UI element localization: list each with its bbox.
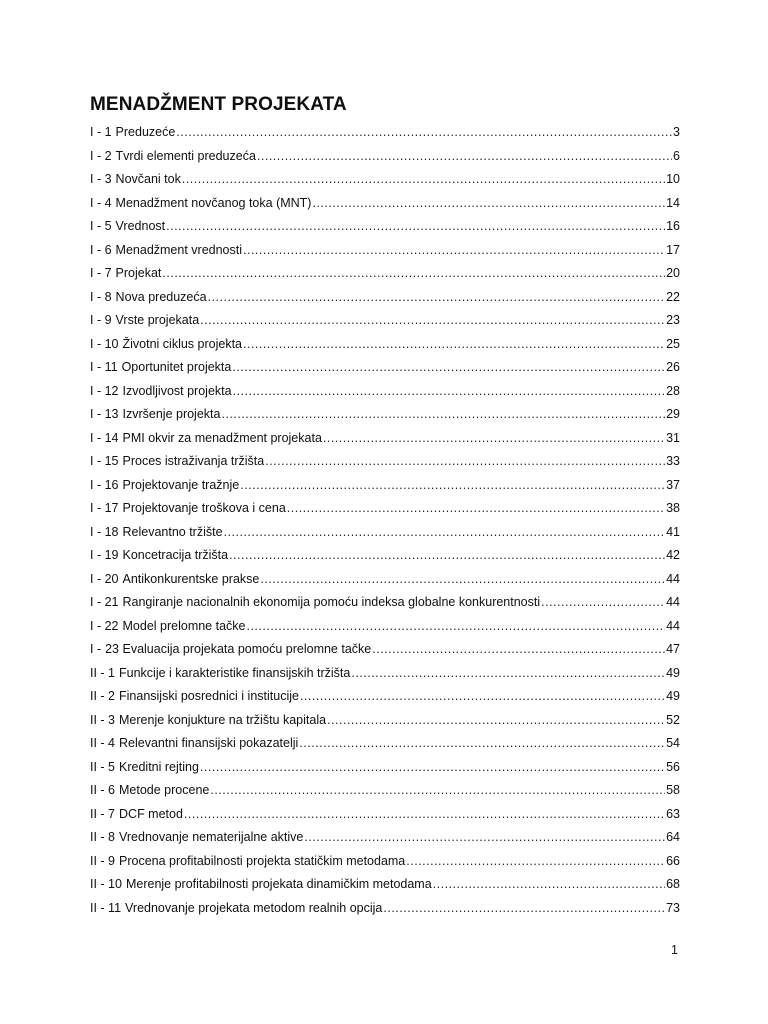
toc-entry-page: 26 [666,360,680,374]
toc-entry-title: Proces istraživanja tržišta [122,454,265,468]
toc-entry-page: 31 [666,430,680,445]
toc-entry-number: II - 6 [90,783,116,797]
toc-entry[interactable] [90,640,680,664]
toc-entry-title: Nova preduzeća [115,289,207,304]
dot-leader [323,429,665,447]
toc-entry[interactable] [90,429,680,453]
toc-entry[interactable] [90,852,680,876]
toc-entry-page: 42 [666,548,680,562]
toc-entry[interactable] [90,546,680,570]
toc-entry-number: II - 5 [90,759,116,774]
toc-entry[interactable] [90,734,680,758]
dot-leader [287,499,665,517]
dot-leader [383,899,665,917]
toc-entry[interactable] [90,499,680,523]
dot-leader [372,640,665,658]
page-title: MENADŽMENT PROJEKATA [90,94,347,115]
toc-entry[interactable] [90,147,680,171]
toc-entry-page: 68 [666,877,680,891]
toc-entry-number: I - 22 [90,618,119,633]
toc-entry[interactable] [90,311,680,335]
toc-entry-page: 66 [666,853,680,868]
toc-entry-title: Funkcije i karakteristike finansijskih tržišta [119,665,351,680]
toc-entry[interactable] [90,899,680,923]
toc-entry-title: Tvrdi elementi preduzeća [115,148,256,163]
toc-entry-page: 54 [666,736,680,750]
toc-entry-page: 33 [666,454,680,468]
toc-entry-page: 28 [666,383,680,398]
toc-entry-number: II - 9 [90,853,116,868]
dot-leader [351,664,665,682]
toc-entry-number: I - 1 [90,125,112,139]
toc-entry-page: 56 [666,759,680,774]
toc-entry-page: 49 [666,689,680,703]
dot-leader [200,311,665,329]
toc-entry-number: I - 5 [90,219,112,233]
dot-leader [221,405,665,423]
toc-entry[interactable] [90,241,680,265]
toc-entry-number: I - 8 [90,289,112,304]
toc-entry-page: 58 [666,783,680,797]
toc-entry[interactable] [90,711,680,735]
dot-leader [265,452,665,470]
dot-leader [257,147,672,165]
toc-entry-page: 3 [673,125,680,139]
toc-entry-number: I - 15 [90,454,119,468]
toc-entry-title: 23 Evaluacija projekata pomoću prelomne tačke [105,642,372,656]
toc-entry-title: DCF metod [119,806,183,821]
toc-entry-page: 44 [666,571,680,586]
toc-entry-page: 73 [666,900,680,915]
dot-leader [224,523,666,541]
toc-entry-number: I - 9 [90,313,112,327]
toc-entry-number: I - 18 [90,524,119,539]
toc-entry[interactable] [90,405,680,429]
toc-entry-page: 20 [666,266,680,280]
toc-entry[interactable] [90,170,680,194]
dot-leader [260,570,665,588]
toc-entry-number: II - 11 [90,900,122,915]
dot-leader [166,217,665,235]
toc-entry-number: I - 21 [90,595,119,609]
toc-entry-number: II - 3 [90,712,116,727]
dot-leader [210,781,665,799]
toc-entry-title: Novčani tok [115,172,181,186]
dot-leader [299,734,665,752]
dot-leader [312,194,665,212]
toc-entry-title: Vrednovanje nematerijalne aktive [119,830,304,844]
toc-entry-page: 47 [666,642,680,656]
toc-entry-number: I - 12 [90,383,119,398]
toc-entry-title: Relevantni finansijski pokazatelji [119,736,299,750]
toc-entry-title: Izvodljivost projekta [122,383,232,398]
toc-entry-title: PMI okvir za menadžment projekata [122,430,322,445]
toc-entry[interactable] [90,476,680,500]
toc-entry-title: Vrednovanje projekata metodom realnih opcija [125,900,383,915]
dot-leader [243,335,665,353]
toc-entry-title: Metode procene [119,783,210,797]
table-of-contents [90,123,680,922]
toc-entry-page: 14 [666,195,680,210]
page-number: 1 [671,943,678,957]
dot-leader [433,875,665,893]
toc-entry[interactable] [90,382,680,406]
toc-entry[interactable] [90,805,680,829]
toc-entry-title: Model prelomne tačke [122,618,246,633]
toc-entry[interactable] [90,194,680,218]
toc-entry-title: Projekat [115,266,162,280]
toc-entry-number: II - 1 [90,665,116,680]
toc-entry[interactable] [90,781,680,805]
toc-entry[interactable] [90,570,680,594]
toc-entry-number: I - 16 [90,477,119,492]
toc-entry-title: Vrednost [115,219,166,233]
toc-entry[interactable] [90,617,680,641]
dot-leader [229,546,665,564]
dot-leader [327,711,665,729]
toc-entry[interactable] [90,335,680,359]
toc-entry-number: I - 4 [90,195,112,210]
toc-entry-title: Relevantno tržište [122,524,223,539]
dot-leader [300,687,665,705]
toc-entry-page: 63 [666,806,680,821]
toc-entry-page: 37 [666,477,680,492]
dot-leader [184,805,665,823]
toc-entry-title: Finansijski posrednici i institucije [119,689,299,703]
toc-entry-page: 29 [666,407,680,421]
toc-entry-title: Antikonkurentske prakse [122,571,260,586]
dot-leader [406,852,665,870]
toc-entry-number: I - 11 [90,360,118,374]
toc-entry[interactable] [90,358,680,382]
toc-entry-page: 16 [666,219,680,233]
toc-entry[interactable] [90,828,680,852]
toc-entry-page: 64 [666,830,680,844]
toc-entry-page: 52 [666,712,680,727]
toc-entry[interactable] [90,217,680,241]
toc-entry-title: Rangiranje nacionalnih ekonomija pomoću indeksa globalne konkurentnosti [122,595,541,609]
toc-entry[interactable] [90,264,680,288]
dot-leader [176,123,672,141]
toc-entry-title: Projektovanje tražnje [122,477,240,492]
toc-entry-title: Oportunitet projekta [121,360,232,374]
toc-entry[interactable] [90,664,680,688]
toc-entry-page: 6 [673,148,680,163]
toc-entry-title: Izvršenje projekta [122,407,221,421]
toc-entry-title: Životni ciklus projekta [122,336,242,351]
toc-entry-title: Merenje profitabilnosti projekata dinamičkim metodama [125,877,432,891]
toc-entry-title: Koncetracija tržišta [122,548,229,562]
toc-entry-page: 25 [666,336,680,351]
toc-entry-number: II - 4 [90,736,116,750]
toc-entry-number: II - 10 [90,877,122,891]
toc-entry[interactable] [90,123,680,147]
toc-entry-title: Preduzeće [115,125,176,139]
toc-entry-page: 44 [666,595,680,609]
toc-entry[interactable] [90,288,680,312]
toc-entry-title: Kreditni rejting [119,759,199,774]
dot-leader [240,476,665,494]
toc-entry[interactable] [90,593,680,617]
toc-entry-page: 10 [666,172,680,186]
toc-entry-number: I - 10 [90,336,119,351]
dot-leader [243,241,665,259]
toc-entry-number: I - 3 [90,172,112,186]
dot-leader [246,617,665,635]
toc-entry-title: Menadžment vrednosti [115,242,242,257]
toc-entry-page: 38 [666,501,680,515]
dot-leader [233,382,666,400]
toc-entry-number: I - 2 [90,148,112,163]
toc-entry-title: Menadžment novčanog toka (MNT) [115,195,312,210]
toc-entry[interactable] [90,875,680,899]
toc-entry-number: I - 7 [90,266,112,280]
toc-entry[interactable] [90,758,680,782]
toc-entry-number: I - [90,642,102,656]
dot-leader [541,593,665,611]
toc-entry-number: I - 20 [90,571,119,586]
dot-leader [162,264,665,282]
dot-leader [304,828,665,846]
toc-entry-page: 44 [666,618,680,633]
toc-entry-number: II - 7 [90,806,116,821]
dot-leader [182,170,665,188]
toc-entry-title: Procena profitabilnosti projekta statičkim metodama [119,853,406,868]
toc-entry-number: I - 19 [90,548,119,562]
toc-entry-page: 23 [666,313,680,327]
toc-entry[interactable] [90,452,680,476]
toc-entry-number: I - 17 [90,501,119,515]
toc-entry-title: Merenje konjukture na tržištu kapitala [119,712,327,727]
toc-entry[interactable] [90,687,680,711]
dot-leader [232,358,665,376]
toc-entry-number: I - 14 [90,430,119,445]
toc-entry-page: 17 [666,242,680,257]
toc-entry-page: 49 [666,665,680,680]
toc-entry-title: Projektovanje troškova i cena [122,501,286,515]
toc-entry[interactable] [90,523,680,547]
toc-entry-number: II - 8 [90,830,116,844]
toc-entry-number: I - 13 [90,407,119,421]
dot-leader [208,288,666,306]
toc-entry-number: II - 2 [90,689,116,703]
toc-entry-number: I - 6 [90,242,112,257]
toc-entry-page: 41 [666,524,680,539]
toc-entry-page: 22 [666,289,680,304]
toc-entry-title: Vrste projekata [115,313,200,327]
dot-leader [200,758,665,776]
